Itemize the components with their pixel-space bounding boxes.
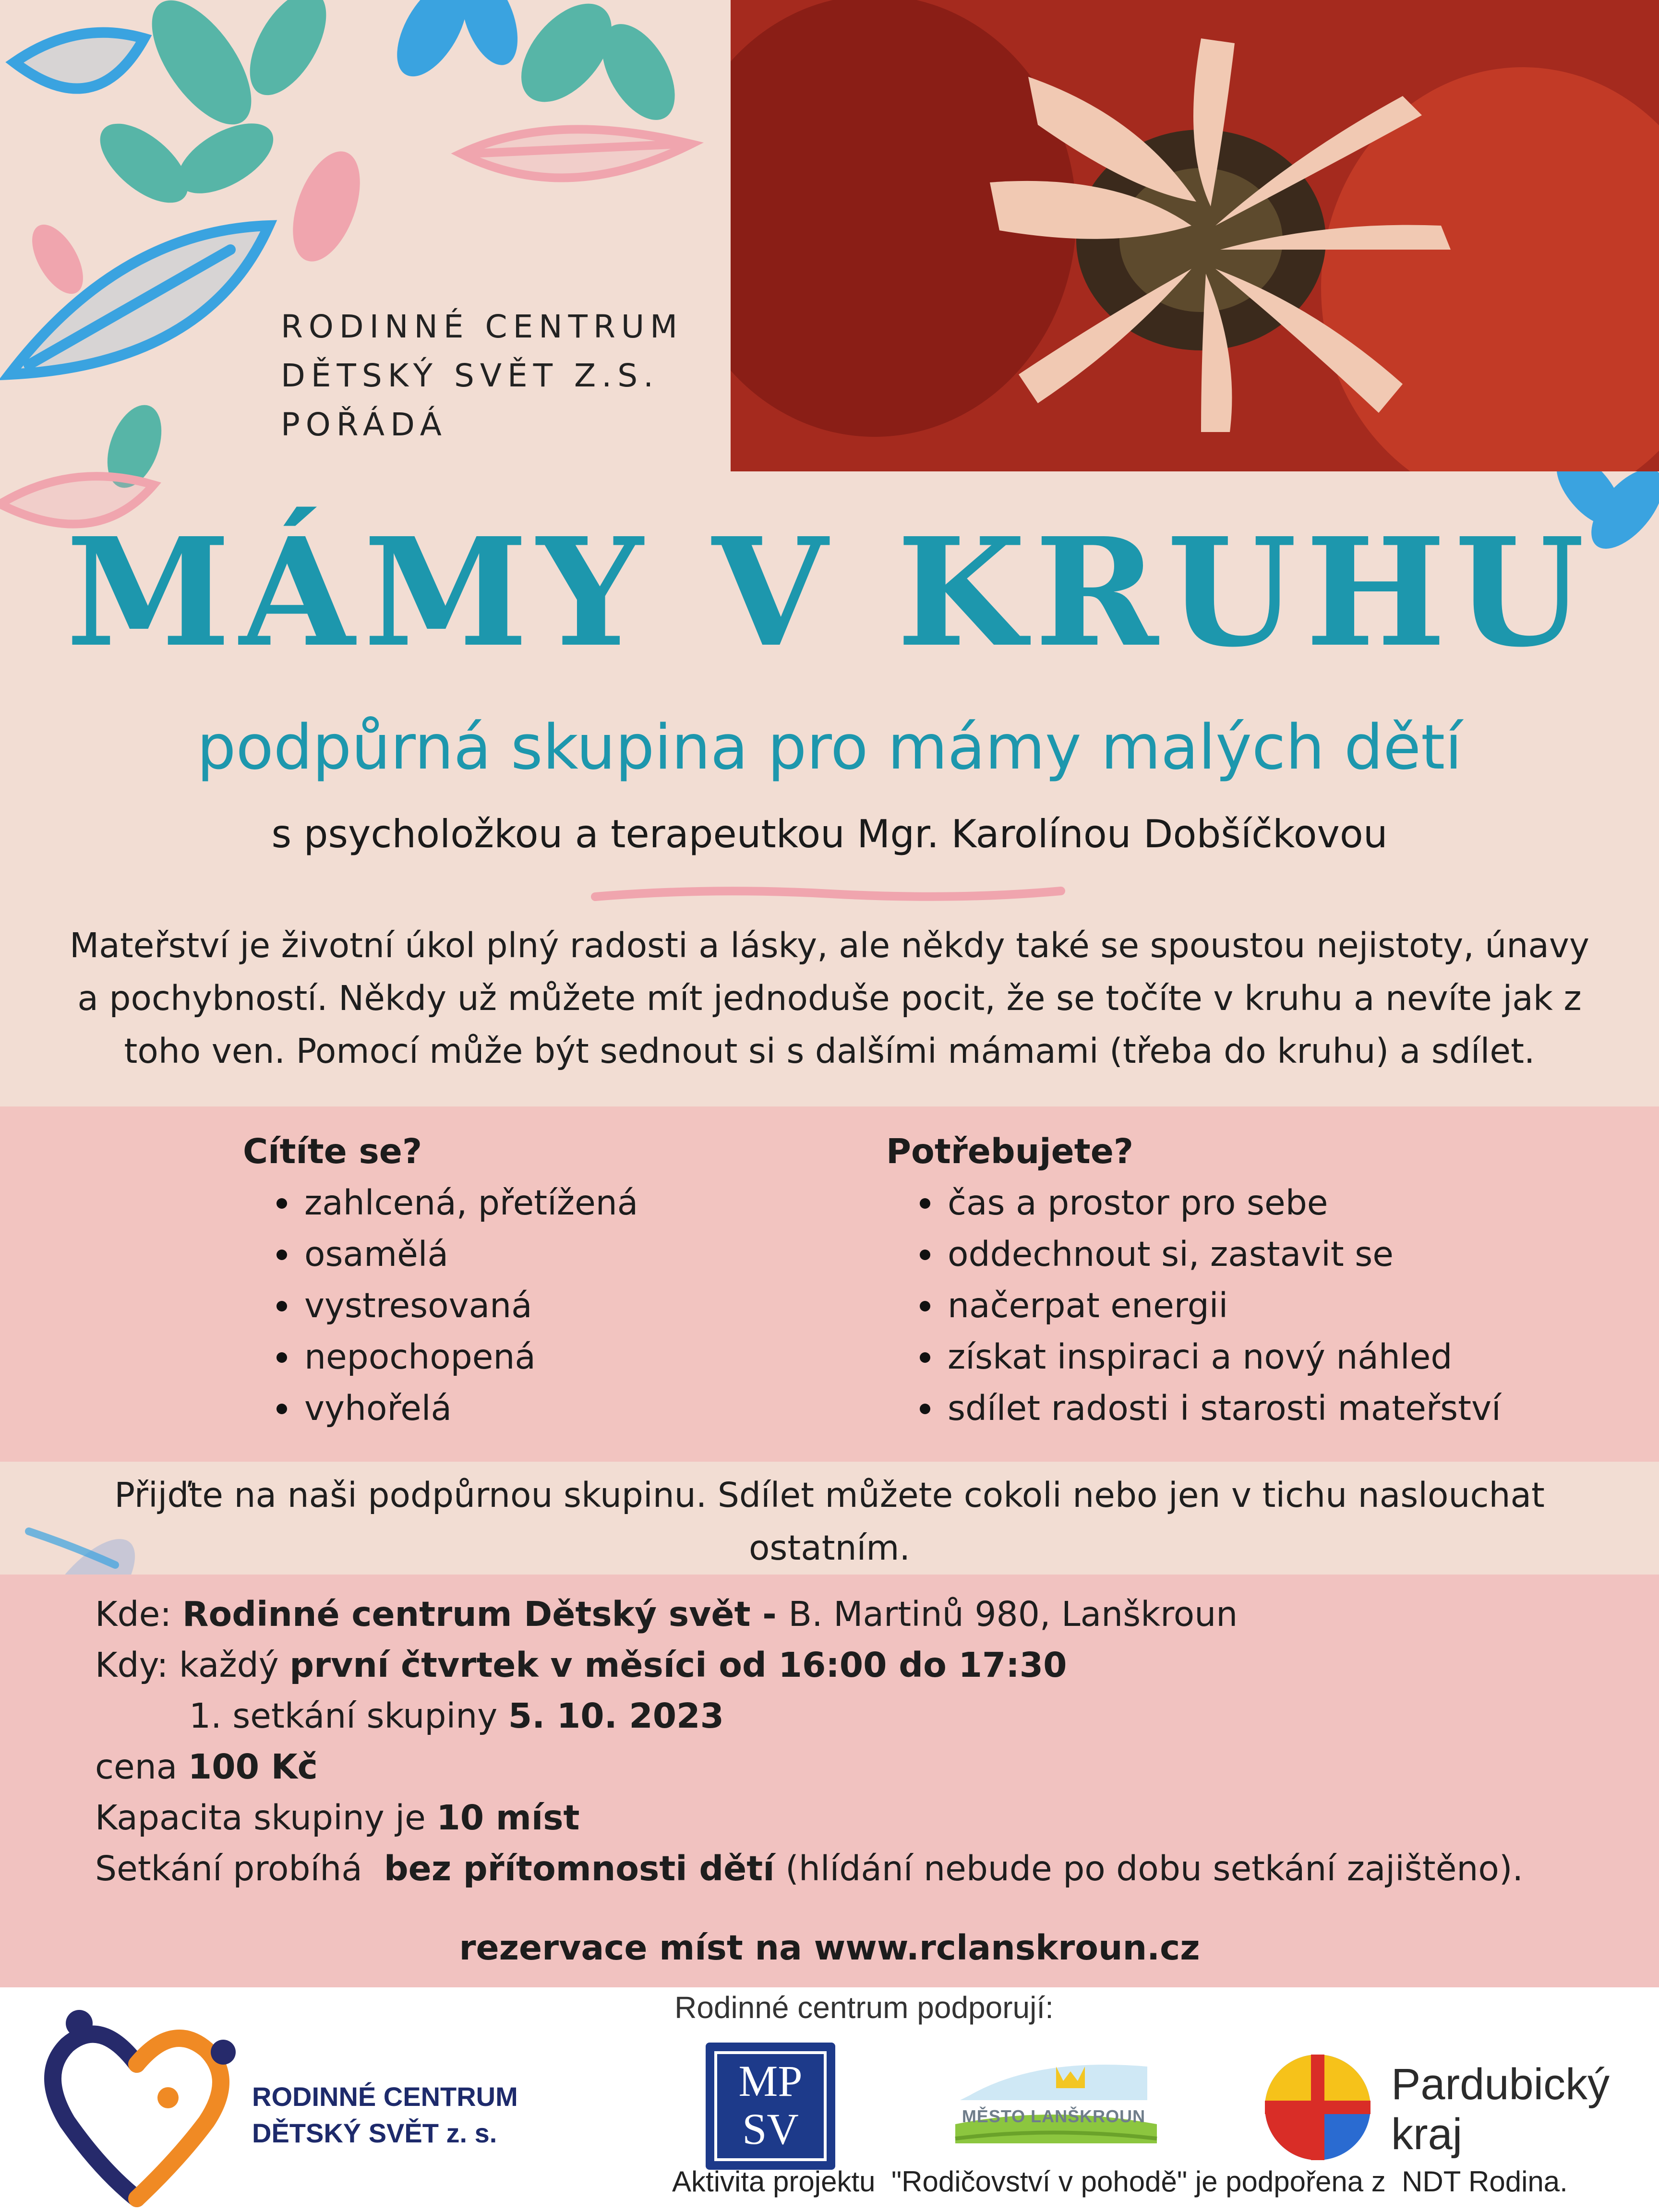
capacity-line [95,1792,1583,1843]
when-line [95,1640,1583,1691]
pardubicky-kraj-text [1391,2059,1641,2159]
mesto-lanskroun-text: MĚSTO LANŠKROUN [962,2106,1146,2126]
rc-logo-line-2: DĚTSKÝ SVĚT z. s. [252,2118,497,2148]
reservation-link[interactable]: rezervace míst na www.rclanskroun.cz [459,1928,1200,1968]
pk-line-1: Pardubický [1391,2060,1610,2109]
meeting-label: Setkání probíhá [95,1849,384,1888]
list-item: čas a prostor pro sebe [886,1177,1606,1228]
when-value: první čtvrtek v měsíci od 16:00 do 17:30 [289,1645,1067,1685]
needs-column [886,1126,1606,1434]
rc-logo-text [252,2079,588,2152]
meeting-bold: bez přítomnosti dětí [384,1849,775,1888]
feelings-column [243,1126,843,1434]
event-subtitle: podpůrná skupina pro mámy malých dětí [197,712,1462,783]
event-title: MÁMY V KRUHU [66,505,1593,680]
meeting-note: (hlídání nebude po dobu setkání zajištěno). [774,1849,1524,1888]
organizer-text [281,302,713,449]
event-details [95,1589,1583,1894]
list-item: získat inspiraci a nový náhled [886,1331,1606,1382]
capacity-label: Kapacita skupiny je [95,1798,437,1838]
mesto-lanskroun-logo [941,2047,1166,2153]
list-item: zahlcená, přetížená [243,1177,843,1228]
pk-line-2: kraj [1391,2110,1463,2159]
hands-circle-photo [731,0,1659,471]
needs-heading: Potřebujete? [886,1131,1134,1171]
list-item: načerpat energii [886,1280,1606,1331]
meeting-conditions-line [95,1843,1583,1894]
organizer-line-2: DĚTSKÝ SVĚT Z.S. [281,357,660,394]
where-place: Rodinné centrum Dětský svět - [182,1594,789,1634]
list-item: nepochopená [243,1331,843,1382]
where-line [95,1589,1583,1640]
capacity-value: 10 míst [436,1798,580,1838]
list-item: osamělá [243,1228,843,1280]
needs-list [886,1177,1606,1434]
first-meeting-label: 1. setkání skupiny [189,1696,508,1736]
list-item: sdílet radosti i starosti mateřství [886,1382,1606,1434]
where-label: Kde: [95,1594,182,1634]
project-note: Aktivita projektu "Rodičovství v pohodě" je podpořena z NDT Rodina. [672,2165,1568,2198]
decorative-underline [590,883,1066,907]
pardubicky-kraj-emblem [1262,2052,1373,2163]
organizer-line-1: RODINNÉ CENTRUM [281,308,684,345]
price-label: cena [95,1747,188,1787]
price-value: 100 Kč [188,1747,318,1787]
list-item: vyhořelá [243,1382,843,1434]
invite-paragraph: Přijďte na naši podpůrnou skupinu. Sdílet můžete cokoli nebo jen v tichu naslouchat ostatním. [114,1475,1545,1568]
supporters-heading: Rodinné centrum podporují: [674,1990,1054,2025]
price-line [95,1742,1583,1792]
rc-logo-line-1: RODINNÉ CENTRUM [252,2081,518,2112]
intro-paragraph: Mateřství je životní úkol plný radosti a lásky, ale někdy také se spoustou nejistoty, únavy a pochybností. Někdy už můžete mít jednoduše pocit, že se točíte v kruhu a nevíte jak z toho ven. Pomocí může být sednout si s dalšími mámami (třeba do kruhu) a sdílet. [70,926,1589,1071]
when-label: Kdy: každý [95,1645,290,1685]
organizer-line-3: POŘÁDÁ [281,406,447,443]
event-byline: s psycholožkou a terapeutkou Mgr. Karolínou Dobšíčkovou [271,812,1388,856]
mpsv-bottom: SV [742,2104,799,2153]
feelings-list [243,1177,843,1434]
list-item: vystresovaná [243,1280,843,1331]
feelings-heading: Cítíte se? [243,1131,422,1171]
first-meeting-date: 5. 10. 2023 [508,1696,724,1736]
mpsv-logo [706,2043,835,2170]
where-address: B. Martinů 980, Lanškroun [788,1594,1238,1634]
first-meeting-line [95,1691,1583,1742]
rc-heart-logo [34,2007,245,2208]
list-item: oddechnout si, zastavit se [886,1228,1606,1280]
mpsv-top: MP [738,2056,803,2105]
